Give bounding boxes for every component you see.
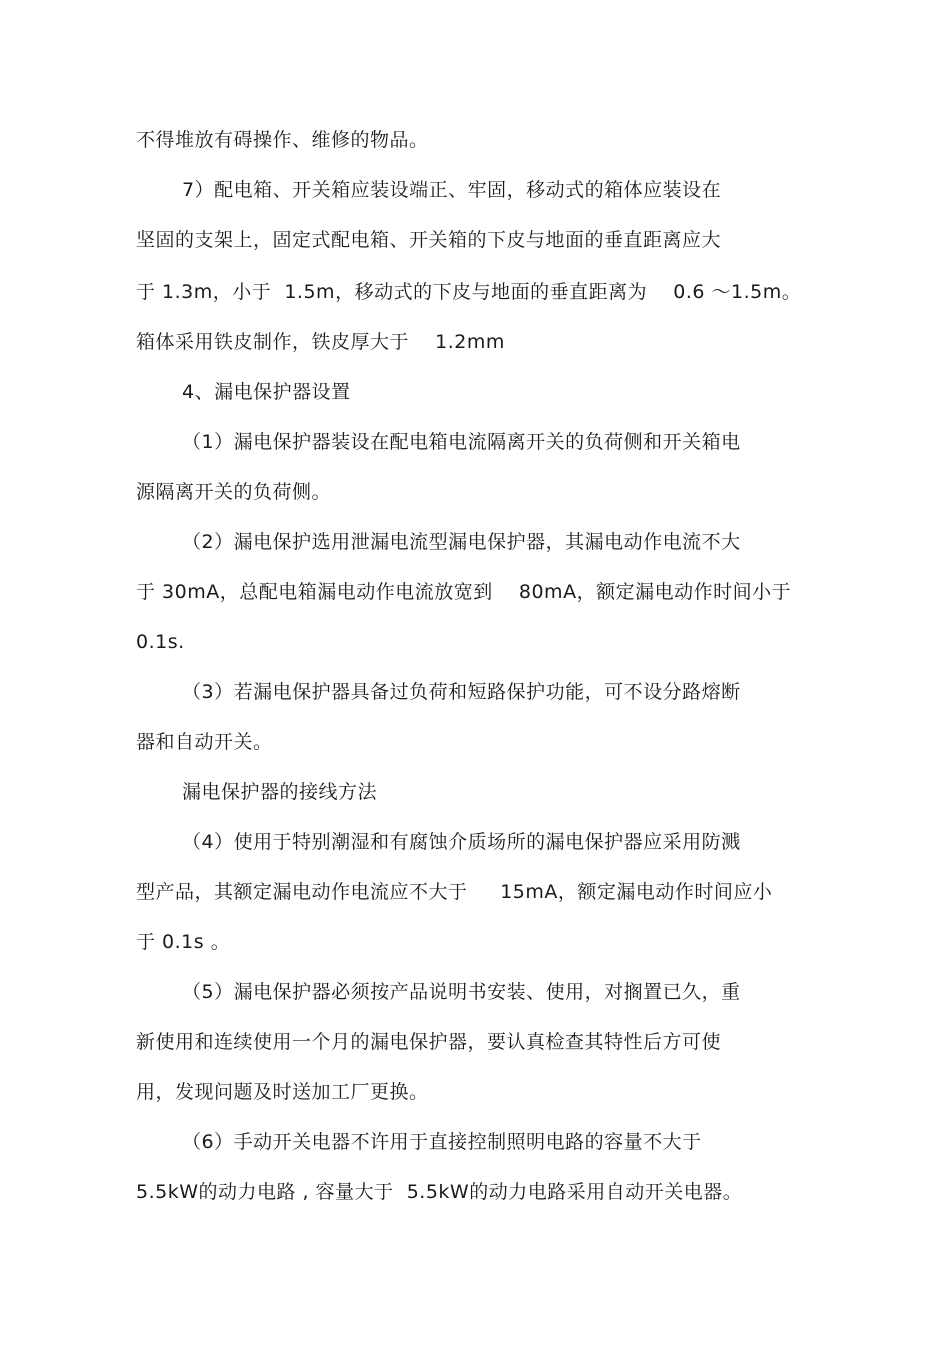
paragraph-line: （2）漏电保护选用泄漏电流型漏电保护器，其漏电动作电流不大 (182, 531, 741, 553)
paragraph-line: 箱体采用铁皮制作，铁皮厚大于 1.2mm (136, 331, 505, 353)
paragraph-line: 0.1s. (136, 631, 185, 653)
paragraph-line: （6）手动开关电器不许用于直接控制照明电路的容量不大于 (182, 1131, 702, 1153)
paragraph-line: 用，发现问题及时送加工厂更换。 (136, 1081, 429, 1103)
paragraph-line: （3）若漏电保护器具备过负荷和短路保护功能，可不设分路熔断 (182, 681, 741, 703)
paragraph-line: 器和自动开关。 (136, 731, 273, 753)
paragraph-line: 于 1.3m，小于 1.5m，移动式的下皮与地面的垂直距离为 0.6 ～1.5m。 (136, 281, 802, 303)
paragraph-line: 7）配电箱、开关箱应装设端正、牢固，移动式的箱体应装设在 (182, 179, 722, 201)
paragraph-line: 源隔离开关的负荷侧。 (136, 481, 332, 503)
paragraph-line: 5.5kW的动力电路 , 容量大于 5.5kW的动力电路采用自动开关电器。 (136, 1181, 743, 1203)
paragraph-line: （4）使用于特别潮湿和有腐蚀介质场所的漏电保护器应采用防溅 (182, 831, 741, 853)
section-heading: 漏电保护器的接线方法 (182, 781, 378, 803)
paragraph-line: 型产品，其额定漏电动作电流应不大于 15mA，额定漏电动作时间应小 (136, 881, 773, 903)
paragraph-line: 于 30mA，总配电箱漏电动作电流放宽到 80mA，额定漏电动作时间小于 (136, 581, 792, 603)
paragraph-line: 不得堆放有碍操作、维修的物品。 (136, 129, 429, 151)
paragraph-line: 新使用和连续使用一个月的漏电保护器，要认真检查其特性后方可使 (136, 1031, 722, 1053)
paragraph-line: 于 0.1s 。 (136, 931, 231, 953)
paragraph-line: 坚固的支架上，固定式配电箱、开关箱的下皮与地面的垂直距离应大 (136, 229, 722, 251)
section-heading: 4、漏电保护器设置 (182, 381, 351, 403)
paragraph-line: （1）漏电保护器装设在配电箱电流隔离开关的负荷侧和开关箱电 (182, 431, 741, 453)
paragraph-line: （5）漏电保护器必须按产品说明书安装、使用，对搁置已久，重 (182, 981, 741, 1003)
